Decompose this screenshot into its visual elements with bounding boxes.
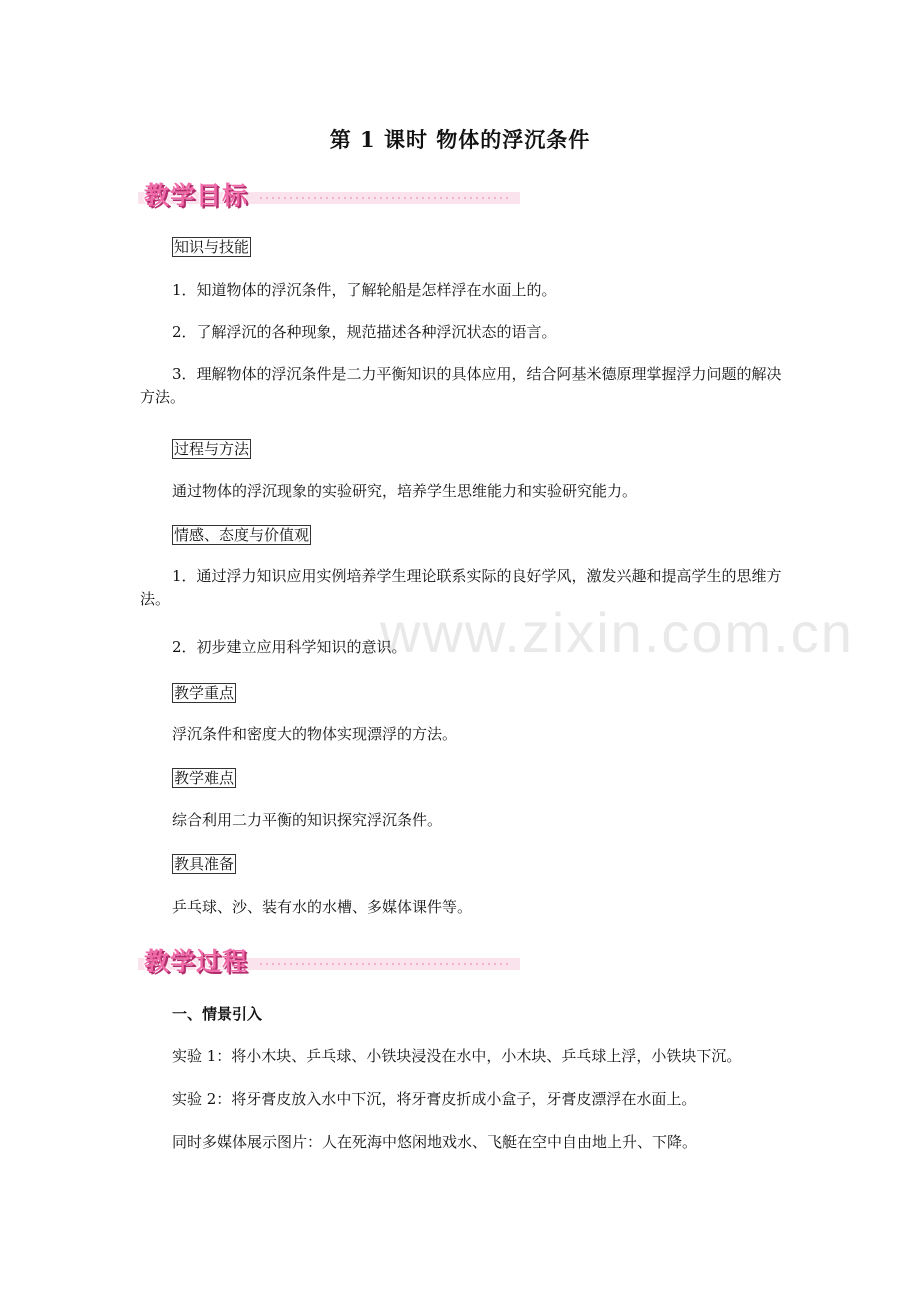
tools-text: 乒乓球、沙、装有水的水槽、多媒体课件等。 <box>172 898 473 916</box>
knowledge-heading: 知识与技能 <box>174 238 250 256</box>
banner-dots <box>258 963 508 965</box>
process-banner-label: 教学过程 <box>144 947 249 976</box>
experiment-2: 实验 2：将牙膏皮放入水中下沉，将牙膏皮折成小盒子，牙膏皮漂浮在水面上。 <box>172 1090 697 1108</box>
intro-heading: 一、情景引入 <box>172 1005 263 1023</box>
process-banner <box>138 944 520 978</box>
emotion-item-2: 2．初步建立应用科学知识的意识。 <box>172 638 407 656</box>
key-points-heading: 教学重点 <box>174 684 235 702</box>
emotion-heading: 情感、态度与价值观 <box>174 526 310 544</box>
knowledge-item-2: 2．了解浮沉的各种现象，规范描述各种浮沉状态的语言。 <box>172 323 557 341</box>
knowledge-item-3: 3．理解物体的浮沉条件是二力平衡知识的具体应用，结合阿基米德原理掌握浮力问题的解决方法。 <box>140 365 782 406</box>
media-display: 同时多媒体展示图片：人在死海中悠闲地戏水、飞艇在空中自由地上升、下降。 <box>172 1133 698 1151</box>
banner-dots <box>258 197 508 199</box>
method-heading: 过程与方法 <box>174 440 250 458</box>
page-title: 第 1 课时 物体的浮沉条件 <box>329 127 591 152</box>
goals-banner <box>138 178 520 212</box>
tools-heading: 教具准备 <box>174 855 235 873</box>
watermark: www.zixin.com.cn <box>380 601 854 664</box>
emotion-item-1: 1．通过浮力知识应用实例培养学生理论联系实际的良好学风，激发兴趣和提高学生的思维方法。 <box>140 567 782 608</box>
key-points-text: 浮沉条件和密度大的物体实现漂浮的方法。 <box>172 725 458 743</box>
goals-banner-label: 教学目标 <box>144 181 249 210</box>
experiment-1: 实验 1：将小木块、乒乓球、小铁块浸没在水中，小木块、乒乓球上浮，小铁块下沉。 <box>172 1047 742 1065</box>
knowledge-item-1: 1．知道物体的浮沉条件，了解轮船是怎样浮在水面上的。 <box>172 281 557 299</box>
difficulty-text: 综合利用二力平衡的知识探究浮沉条件。 <box>172 811 443 829</box>
difficulty-heading: 教学难点 <box>174 769 235 787</box>
method-item: 通过物体的浮沉现象的实验研究，培养学生思维能力和实验研究能力。 <box>172 482 638 500</box>
